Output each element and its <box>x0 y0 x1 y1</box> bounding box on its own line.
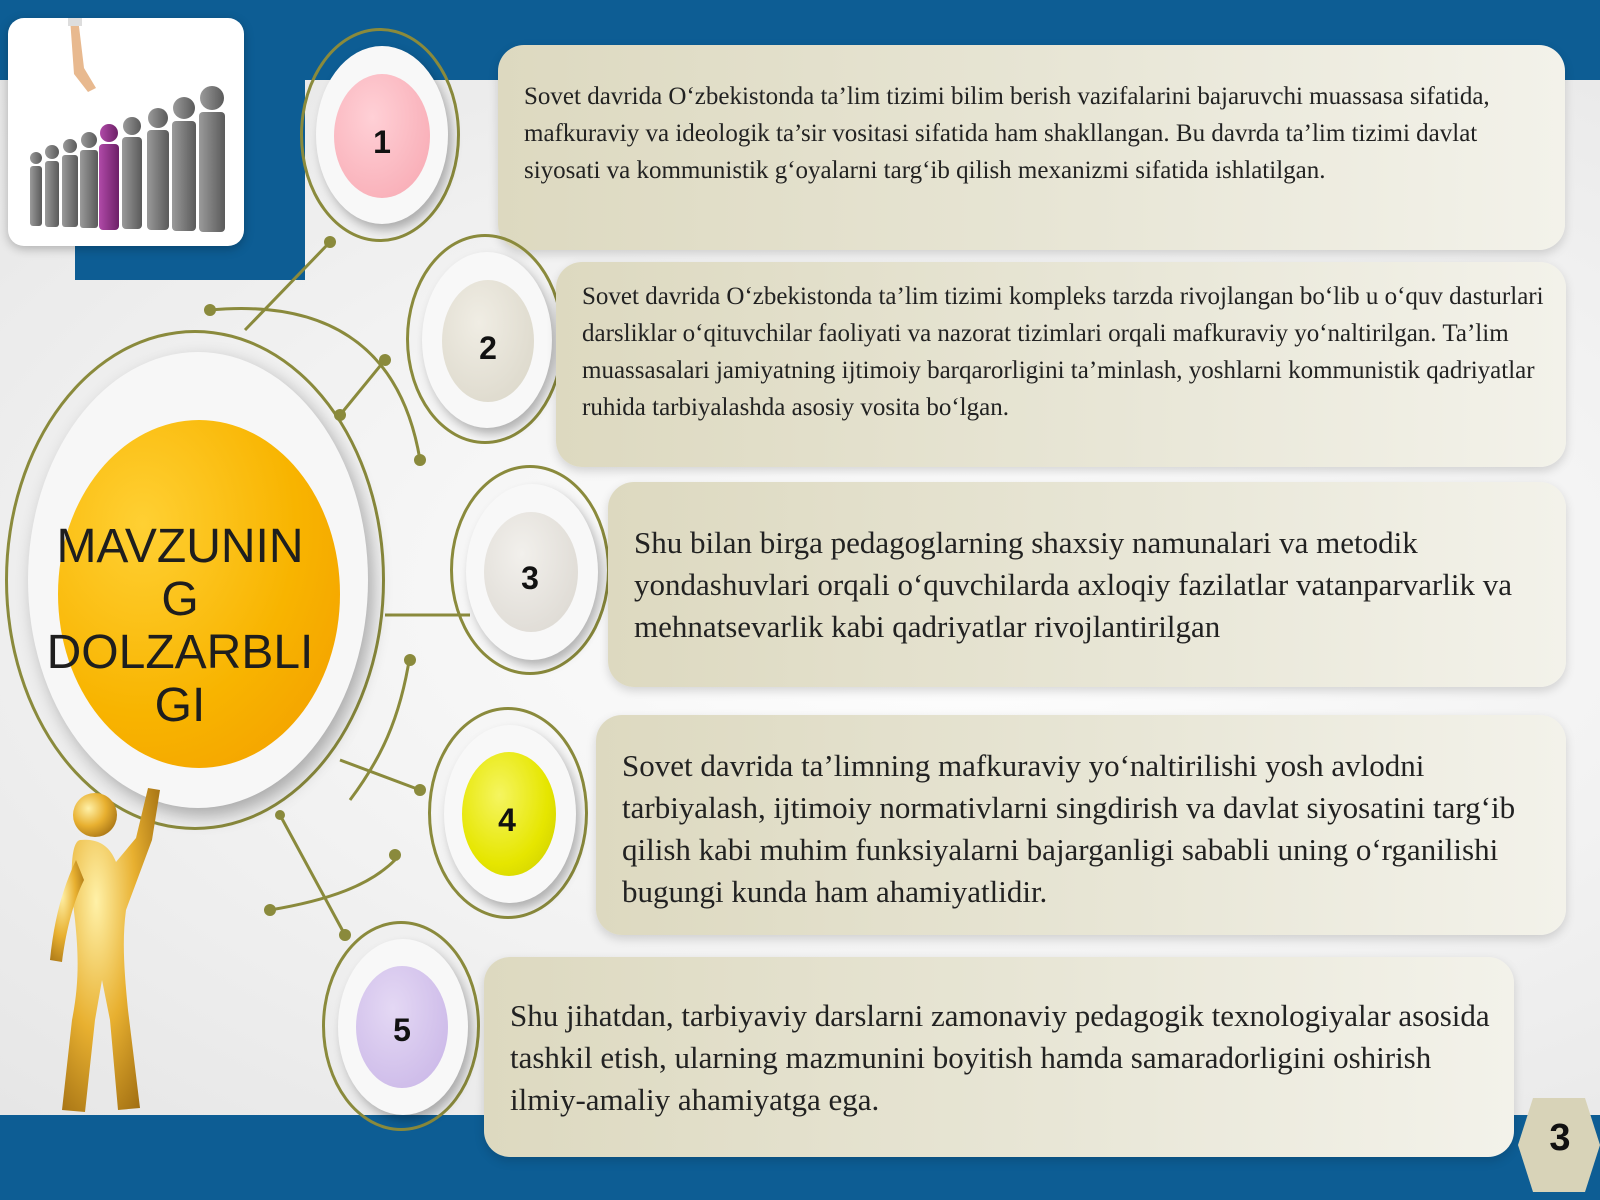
golden-figure-icon <box>40 780 180 1125</box>
title-line: G <box>161 573 199 626</box>
node-number: 3 <box>521 560 539 596</box>
node-number: 4 <box>498 802 516 838</box>
page-number: 3 <box>1549 1117 1571 1159</box>
slide-title <box>20 520 340 732</box>
title-line: MAVZUNIN <box>56 520 304 573</box>
node-number: 1 <box>373 124 391 160</box>
item-1-text: Sovet davrida O‘zbekistonda ta’lim tizimi bilim berish vazifalarini bajaruvchi muassasa sifatida, mafkuraviy va ideologik ta’sir vositasi sifatida ham shakllangan. Bu davrda ta’lim tizimi davlat siyosati va kommunistik g‘oyalarni targ‘ib qilish mexanizmi sifatida ishlatilgan. <box>498 45 1565 250</box>
item-4-text: Sovet davrida ta’limning mafkuraviy yo‘naltirilishi yosh avlodni tarbiyalash, ijtimoiy normativlarni singdirish va davlat siyosatini targ‘ib qilish kabi muhim funksiyalarni bajarganligi sababli uning o‘rganilishi bugungi kunda ham ahamiyatlidir. <box>596 715 1566 935</box>
title-line: GI <box>154 679 206 732</box>
title-line: DOLZARBLI <box>46 626 314 679</box>
item-2-text: Sovet davrida O‘zbekistonda ta’lim tizimi kompleks tarzda rivojlangan bo‘lib u o‘quv dasturlari darsliklar o‘qituvchilar faoliyati va nazorat tizimlari orqali mafkuraviy yo‘naltirilgan. Ta’lim muassasalari jamiyatning ijtimoiy barqarorligini ta’minlash, yoshlarni kommunistik qadriyatlar ruhida tarbiyalashda asosiy vosita bo‘lgan. <box>556 262 1566 467</box>
item-5-text: Shu jihatdan, tarbiyaviy darslarni zamonaviy pedagogik texnologiyalar asosida tashkil etish, ularning mazmunini boyitish hamda samaradorligini oshirish ilmiy-amaliy ahamiyatga ega. <box>484 957 1514 1157</box>
node-number: 2 <box>479 330 497 366</box>
item-3-text: Shu bilan birga pedagoglarning shaxsiy namunalari va metodik yondashuvlari orqali o‘quvchilarda axloqiy fazilatlar vatanparvarlik va mehnatsevarlik kabi qadriyatlar rivojlantirilgan <box>608 482 1566 687</box>
node-number: 5 <box>393 1012 411 1048</box>
